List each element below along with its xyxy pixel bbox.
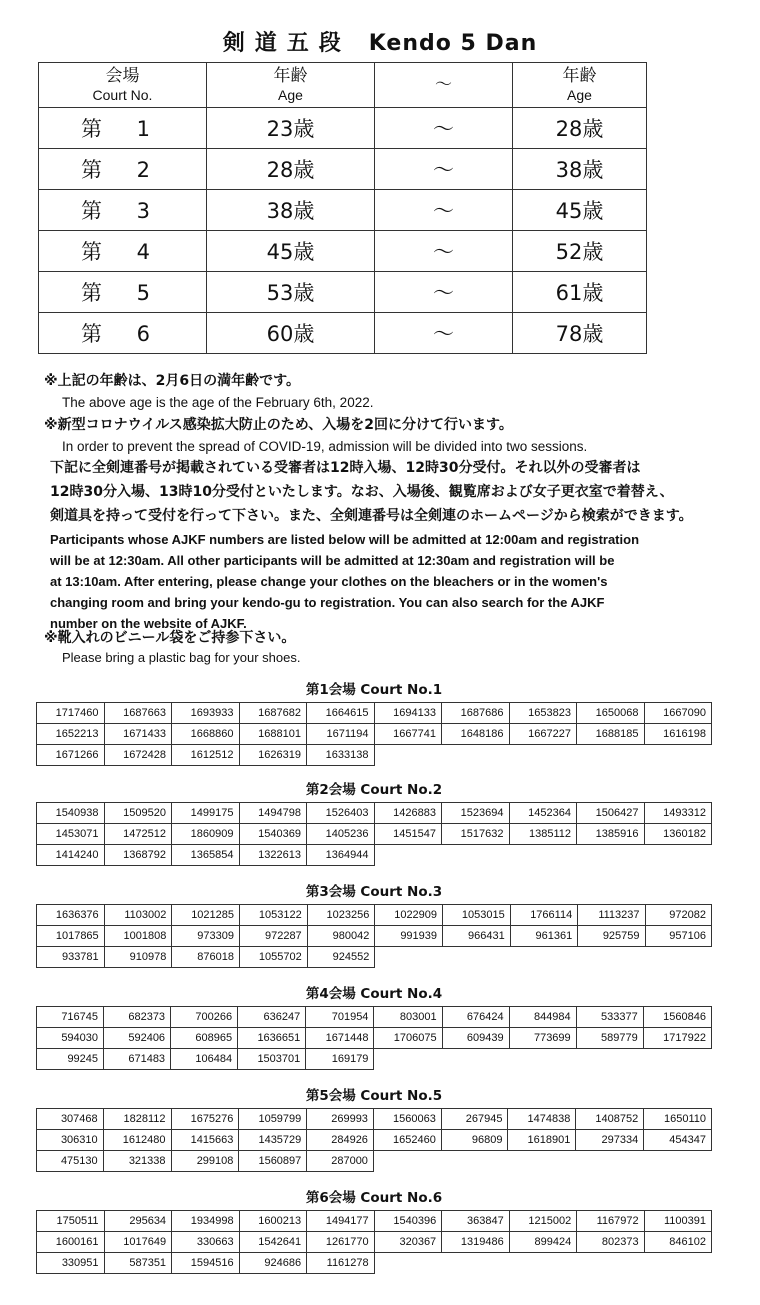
ajkf-number-cell: 1860909 [172,824,240,845]
empty-cell [374,845,442,866]
ajkf-number-cell: 924552 [307,947,375,968]
ajkf-number-cell: 533377 [576,1007,643,1028]
ajkf-number-cell: 972287 [240,926,308,947]
age-row-court: 第 3 [39,190,207,231]
ajkf-number-cell: 287000 [307,1151,374,1172]
header-age-jp-2: 年齢 [562,66,597,86]
ajkf-number-cell: 1517632 [442,824,510,845]
ajkf-number-cell: 844984 [509,1007,576,1028]
empty-cell [373,1151,441,1172]
ajkf-number-cell: 1675276 [171,1109,239,1130]
age-row-to: 52歳 [513,231,647,272]
ajkf-number-cell: 1694133 [374,703,442,724]
empty-cell [509,745,577,766]
empty-cell [644,1151,712,1172]
ajkf-number-cell: 1672428 [104,745,172,766]
ajkf-number-cell: 1542641 [239,1232,307,1253]
paragraph-en-line: changing room and bring your kendo-gu to registration. You can also search for the AJKF [50,595,605,610]
ajkf-number-cell: 269993 [307,1109,374,1130]
ajkf-number-cell: 1017649 [104,1232,172,1253]
header-tilde: ～ [375,63,513,108]
table-row [37,947,712,968]
empty-cell [442,845,510,866]
ajkf-number-cell: 701954 [306,1007,374,1028]
age-table [38,62,647,354]
empty-cell [509,845,577,866]
ajkf-number-cell: 1167972 [577,1211,644,1232]
ajkf-number-cell: 320367 [374,1232,442,1253]
admission-paragraph [50,456,730,633]
court-title: 第5会場 Court No.5 [305,1088,443,1104]
ajkf-number-cell: 1667090 [644,703,712,724]
court-block-1 [36,680,712,766]
age-table-header [39,63,647,108]
ajkf-number-cell: 1600213 [239,1211,307,1232]
note1-jp: ※上記の年齢は、2月6日の満年齢です。 [44,373,300,389]
ajkf-number-cell: 700266 [171,1007,238,1028]
ajkf-number-cell: 1053015 [443,905,511,926]
empty-cell [577,845,645,866]
ajkf-number-cell: 1652213 [37,724,105,745]
court-number-table [36,702,712,766]
ajkf-number-cell: 1055702 [240,947,308,968]
ajkf-number-cell: 96809 [441,1130,508,1151]
court-number-table [36,1006,712,1070]
ajkf-number-cell: 1687682 [239,703,307,724]
age-row-from: 23歳 [207,108,375,149]
ajkf-number-cell: 1059799 [239,1109,307,1130]
ajkf-number-cell: 1506427 [577,803,645,824]
ajkf-number-cell: 1161278 [307,1253,375,1274]
ajkf-number-cell: 1650068 [577,703,645,724]
ajkf-number-cell: 1540938 [37,803,105,824]
ajkf-number-cell: 1664615 [307,703,375,724]
ajkf-number-cell: 1750511 [37,1211,105,1232]
ajkf-number-cell: 1100391 [644,1211,711,1232]
ajkf-number-cell: 972082 [645,905,711,926]
ajkf-number-cell: 1215002 [509,1211,577,1232]
ajkf-number-cell: 973309 [172,926,240,947]
note2-en: In order to prevent the spread of COVID-19, admission will be divided into two sessions. [62,439,588,454]
header-court-en: Court No. [92,87,153,103]
age-row-from: 45歳 [207,231,375,272]
ajkf-number-cell: 587351 [104,1253,172,1274]
age-row-court: 第 1 [39,108,207,149]
ajkf-number-cell: 1385112 [509,824,577,845]
ajkf-number-cell: 1426883 [374,803,442,824]
age-row-tilde: ～ [375,149,513,190]
ajkf-number-cell: 803001 [374,1007,442,1028]
ajkf-number-cell: 1261770 [307,1232,375,1253]
ajkf-number-cell: 1001808 [104,926,172,947]
age-row-court: 第 6 [39,313,207,354]
empty-cell [643,1049,711,1070]
ajkf-number-cell: 910978 [104,947,172,968]
ajkf-number-cell: 1612480 [103,1130,171,1151]
ajkf-number-cell: 1671194 [307,724,375,745]
ajkf-number-cell: 1688101 [239,724,307,745]
ajkf-number-cell: 1560897 [239,1151,307,1172]
age-row-tilde: ～ [375,108,513,149]
age-row-to: 45歳 [513,190,647,231]
ajkf-number-cell: 1053122 [240,905,308,926]
ajkf-number-cell: 1319486 [442,1232,510,1253]
ajkf-number-cell: 1560846 [643,1007,711,1028]
ajkf-number-cell: 589779 [576,1028,643,1049]
table-row [37,703,712,724]
empty-cell [577,1253,644,1274]
paragraph-jp-line: 下記に全剣連番号が掲載されている受審者は12時入場、12時30分受付。それ以外の受審者は [50,460,641,476]
ajkf-number-cell: 169179 [306,1049,374,1070]
ajkf-number-cell: 1021285 [172,905,240,926]
age-row-tilde: ～ [375,272,513,313]
ajkf-number-cell: 1600161 [37,1232,105,1253]
age-row [39,272,647,313]
ajkf-number-cell: 1636651 [238,1028,306,1049]
empty-cell [509,1049,576,1070]
empty-cell [374,1049,442,1070]
ajkf-number-cell: 846102 [644,1232,711,1253]
empty-cell [508,1151,576,1172]
ajkf-number-cell: 1103002 [104,905,172,926]
ajkf-number-cell: 1017865 [37,926,105,947]
ajkf-number-cell: 1365854 [172,845,240,866]
age-row-court: 第 2 [39,149,207,190]
ajkf-number-cell: 1474838 [508,1109,576,1130]
header-age-en-2: Age [567,87,592,103]
empty-cell [442,1253,510,1274]
table-row [37,1232,712,1253]
ajkf-number-cell: 1616198 [644,724,712,745]
table-row [37,905,712,926]
bag-note [44,628,300,668]
empty-cell [509,1253,577,1274]
ajkf-number-cell: 1540396 [374,1211,442,1232]
ajkf-number-cell: 1523694 [442,803,510,824]
ajkf-number-cell: 1526403 [307,803,375,824]
empty-cell [644,845,712,866]
ajkf-number-cell: 1671448 [306,1028,374,1049]
ajkf-number-cell: 1453071 [37,824,105,845]
ajkf-number-cell: 1494798 [239,803,307,824]
ajkf-number-cell: 1653823 [509,703,577,724]
ajkf-number-cell: 1706075 [374,1028,442,1049]
ajkf-number-cell: 295634 [104,1211,172,1232]
paragraph-jp-line: 剣道具を持って受付を行って下さい。また、全剣連番号は全剣連のホームページから検索ができます。 [50,508,693,524]
table-row [37,1130,712,1151]
table-row [37,803,712,824]
title-jp: 剣道五段 [222,31,351,56]
ajkf-number-cell: 676424 [442,1007,509,1028]
court-title: 第6会場 Court No.6 [305,1190,443,1206]
ajkf-number-cell: 1023256 [307,905,375,926]
ajkf-number-cell: 1594516 [172,1253,240,1274]
ajkf-number-cell: 592406 [104,1028,171,1049]
empty-cell [576,1049,643,1070]
ajkf-number-cell: 1633138 [307,745,375,766]
ajkf-number-cell: 1322613 [239,845,307,866]
ajkf-number-cell: 1668860 [172,724,240,745]
empty-cell [374,1253,442,1274]
ajkf-number-cell: 1368792 [104,845,172,866]
empty-cell [644,745,712,766]
court-number-table [36,1108,712,1172]
notes-section [44,370,724,458]
note1-en: The above age is the age of the February 6th, 2022. [62,395,374,410]
ajkf-number-cell: 933781 [37,947,105,968]
ajkf-number-cell: 1364944 [307,845,375,866]
table-row [37,824,712,845]
ajkf-number-cell: 454347 [644,1130,712,1151]
ajkf-number-cell: 1452364 [509,803,577,824]
ajkf-number-cell: 876018 [172,947,240,968]
ajkf-number-cell: 330951 [37,1253,105,1274]
ajkf-number-cell: 899424 [509,1232,577,1253]
ajkf-number-cell: 961361 [510,926,578,947]
ajkf-number-cell: 1540369 [239,824,307,845]
ajkf-number-cell: 330663 [172,1232,240,1253]
table-row [37,1151,712,1172]
bag-note-jp: ※靴入れのビニール袋をご持参下さい。 [44,630,296,646]
bag-note-en: Please bring a plastic bag for your shoes. [62,650,301,665]
empty-cell [441,1151,508,1172]
ajkf-number-cell: 1828112 [103,1109,171,1130]
age-row-tilde: ～ [375,313,513,354]
table-row [37,1049,712,1070]
age-row [39,149,647,190]
court-block-6 [36,1188,712,1274]
court-title: 第3会場 Court No.3 [305,884,443,900]
table-row [37,845,712,866]
ajkf-number-cell: 608965 [171,1028,238,1049]
header-court-jp: 会場 [105,66,140,86]
header-court [39,63,207,108]
court-block-2 [36,780,712,866]
ajkf-number-cell: 609439 [442,1028,509,1049]
ajkf-number-cell: 1408752 [576,1109,644,1130]
paragraph-en-line: at 13:10am. After entering, please change your clothes on the bleachers or in the women's [50,574,608,589]
age-row-tilde: ～ [375,190,513,231]
age-row-court: 第 5 [39,272,207,313]
header-age-en: Age [278,87,303,103]
ajkf-number-cell: 1687686 [442,703,510,724]
empty-cell [510,947,578,968]
ajkf-number-cell: 475130 [37,1151,104,1172]
ajkf-number-cell: 1667227 [509,724,577,745]
age-row-to: 38歳 [513,149,647,190]
ajkf-number-cell: 966431 [443,926,511,947]
ajkf-number-cell: 1472512 [104,824,172,845]
court-block-4 [36,984,712,1070]
ajkf-number-cell: 299108 [171,1151,239,1172]
age-row [39,231,647,272]
court-block-3 [36,882,712,968]
ajkf-number-cell: 1494177 [307,1211,375,1232]
empty-cell [578,947,645,968]
court-title: 第1会場 Court No.1 [305,682,443,698]
ajkf-number-cell: 924686 [239,1253,307,1274]
ajkf-number-cell: 1414240 [37,845,105,866]
empty-cell [442,1049,509,1070]
table-row [37,1007,712,1028]
ajkf-number-cell: 925759 [578,926,645,947]
age-row-to: 61歳 [513,272,647,313]
page-title [0,26,760,57]
ajkf-number-cell: 1636376 [37,905,105,926]
empty-cell [644,1253,711,1274]
ajkf-number-cell: 284926 [307,1130,374,1151]
ajkf-number-cell: 297334 [576,1130,644,1151]
table-row [37,1211,712,1232]
ajkf-number-cell: 267945 [441,1109,508,1130]
ajkf-number-cell: 802373 [577,1232,644,1253]
age-row [39,313,647,354]
empty-cell [645,947,711,968]
ajkf-number-cell: 1113237 [578,905,645,926]
header-age-to [513,63,647,108]
ajkf-number-cell: 1415663 [171,1130,239,1151]
ajkf-number-cell: 1451547 [374,824,442,845]
court-number-table [36,1210,712,1274]
ajkf-number-cell: 1652460 [373,1130,441,1151]
ajkf-number-cell: 991939 [375,926,443,947]
empty-cell [576,1151,644,1172]
ajkf-number-cell: 99245 [37,1049,104,1070]
ajkf-number-cell: 1626319 [239,745,307,766]
court-number-table [36,802,712,866]
paragraph-en-line: will be at 12:30am. All other participants will be admitted at 12:30am and registration will be [50,553,615,568]
header-age-from [207,63,375,108]
ajkf-number-cell: 636247 [238,1007,306,1028]
ajkf-number-cell: 671483 [104,1049,171,1070]
ajkf-number-cell: 1405236 [307,824,375,845]
age-row-from: 28歳 [207,149,375,190]
ajkf-number-cell: 1934998 [172,1211,240,1232]
header-age-jp: 年齢 [273,66,308,86]
empty-cell [443,947,511,968]
court-title: 第2会場 Court No.2 [305,782,443,798]
ajkf-number-cell: 1499175 [172,803,240,824]
ajkf-number-cell: 1717922 [643,1028,711,1049]
court-title: 第4会場 Court No.4 [305,986,443,1002]
empty-cell [375,947,443,968]
ajkf-number-cell: 1618901 [508,1130,576,1151]
ajkf-number-cell: 106484 [171,1049,238,1070]
ajkf-number-cell: 307468 [37,1109,104,1130]
paragraph-en-line: number on the website of AJKF. [50,616,247,631]
ajkf-number-cell: 363847 [442,1211,510,1232]
table-row [37,724,712,745]
ajkf-number-cell: 957106 [645,926,711,947]
ajkf-number-cell: 1612512 [172,745,240,766]
table-row [37,745,712,766]
ajkf-number-cell: 682373 [104,1007,171,1028]
ajkf-number-cell: 1650110 [644,1109,712,1130]
ajkf-number-cell: 1385916 [577,824,645,845]
ajkf-number-cell: 773699 [509,1028,576,1049]
age-row-tilde: ～ [375,231,513,272]
paragraph-en-line: Participants whose AJKF numbers are listed below will be admitted at 12:00am and registration [50,532,640,547]
ajkf-number-cell: 594030 [37,1028,104,1049]
ajkf-number-cell: 1688185 [577,724,645,745]
ajkf-number-cell: 1648186 [442,724,510,745]
ajkf-number-cell: 1667741 [374,724,442,745]
age-row [39,190,647,231]
age-row [39,108,647,149]
table-row [37,926,712,947]
age-row-from: 60歳 [207,313,375,354]
ajkf-number-cell: 1560063 [373,1109,441,1130]
court-block-5 [36,1086,712,1172]
ajkf-number-cell: 716745 [37,1007,104,1028]
ajkf-number-cell: 980042 [307,926,375,947]
empty-cell [442,745,510,766]
empty-cell [374,745,442,766]
ajkf-number-cell: 1693933 [172,703,240,724]
ajkf-number-cell: 1503701 [238,1049,306,1070]
table-row [37,1253,712,1274]
age-row-from: 38歳 [207,190,375,231]
note2-jp: ※新型コロナウイルス感染拡大防止のため、入場を2回に分けて行います。 [44,417,513,433]
age-row-to: 28歳 [513,108,647,149]
paragraph-jp-line: 12時30分入場、13時10分受付といたします。なお、入場後、観覧席および女子更衣室で着替え、 [50,484,674,500]
empty-cell [577,745,645,766]
ajkf-number-cell: 1671266 [37,745,105,766]
ajkf-number-cell: 1360182 [644,824,712,845]
ajkf-number-cell: 1671433 [104,724,172,745]
ajkf-number-cell: 1509520 [104,803,172,824]
age-row-to: 78歳 [513,313,647,354]
title-en: Kendo 5 Dan [368,31,538,56]
ajkf-number-cell: 1687663 [104,703,172,724]
ajkf-number-cell: 1717460 [37,703,105,724]
age-row-from: 53歳 [207,272,375,313]
ajkf-number-cell: 306310 [37,1130,104,1151]
age-row-court: 第 4 [39,231,207,272]
ajkf-number-cell: 1022909 [375,905,443,926]
table-row [37,1028,712,1049]
table-row [37,1109,712,1130]
ajkf-number-cell: 1766114 [510,905,578,926]
ajkf-number-cell: 321338 [103,1151,171,1172]
court-number-table [36,904,712,968]
ajkf-number-cell: 1435729 [239,1130,307,1151]
ajkf-number-cell: 1493312 [644,803,712,824]
